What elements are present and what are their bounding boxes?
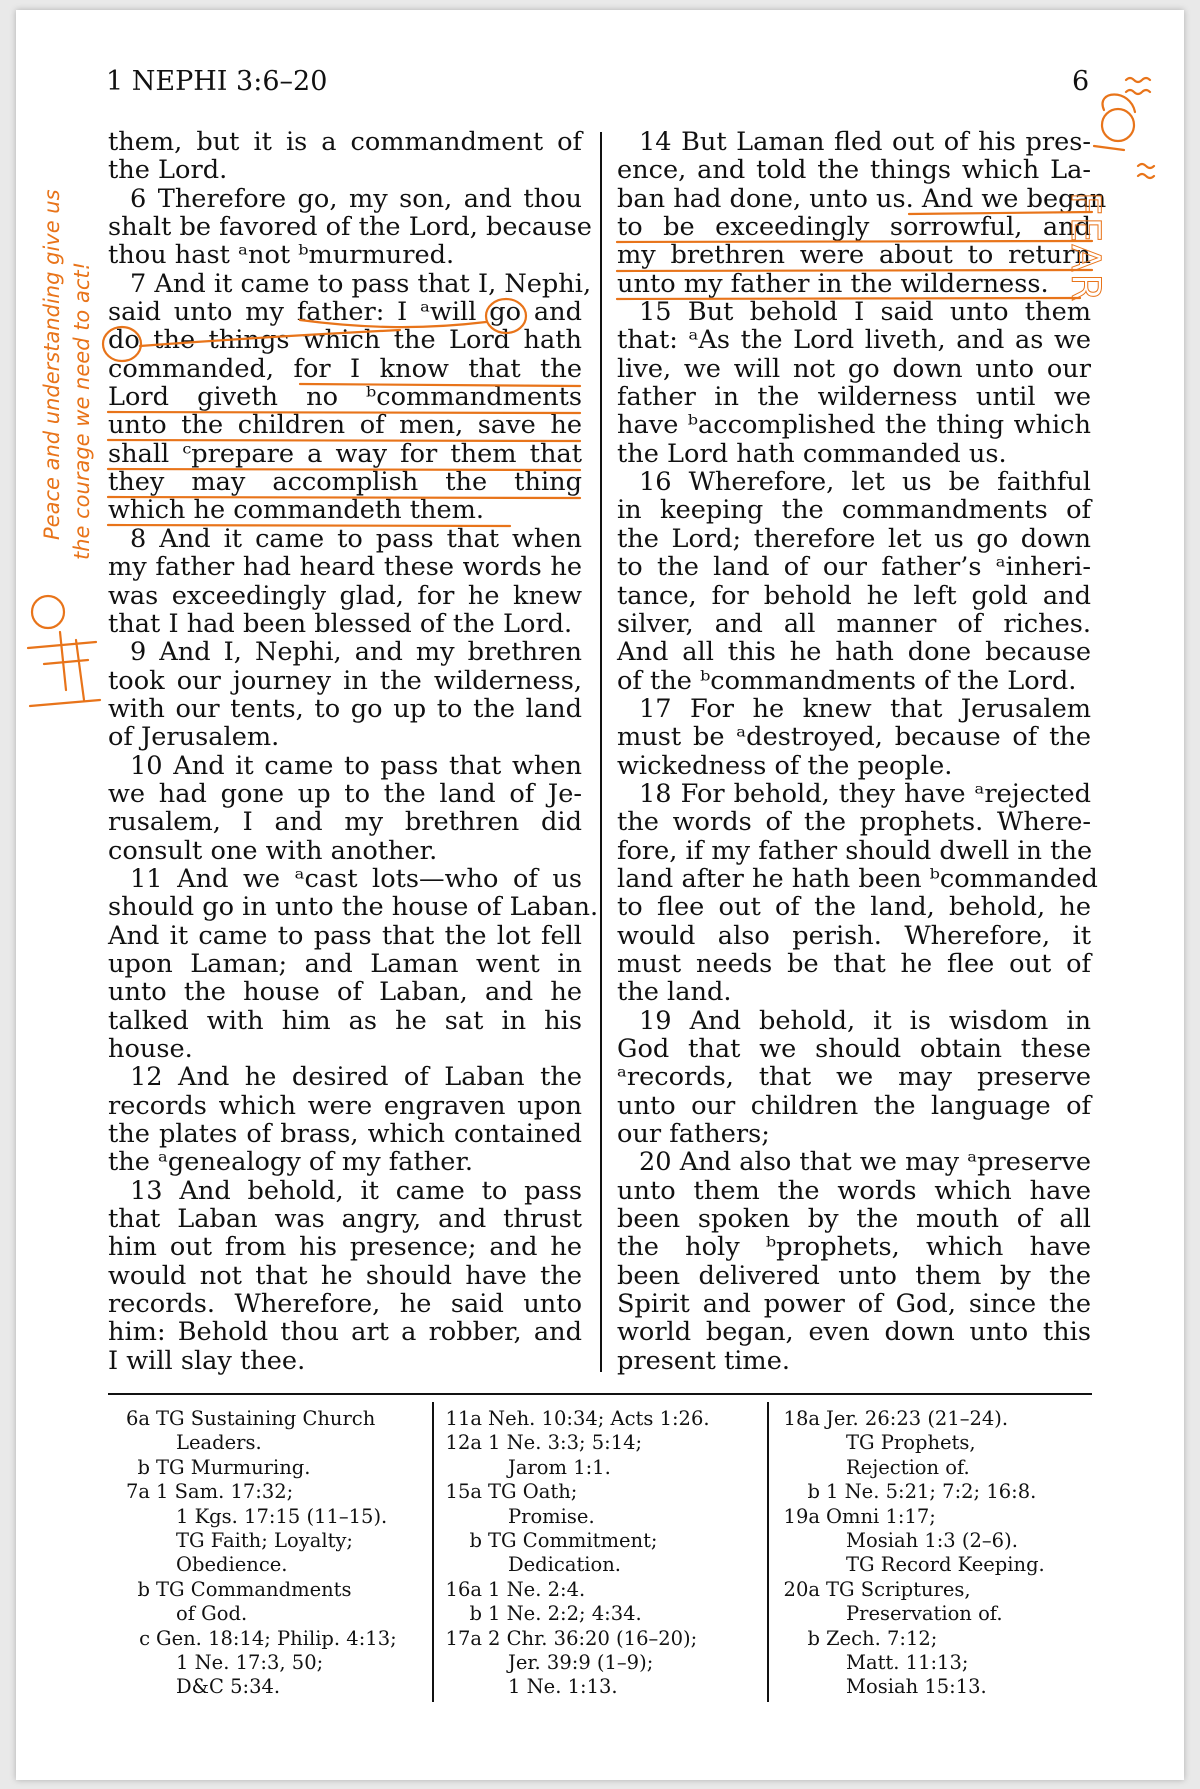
footnote-text: TG Commandments [156, 1577, 352, 1601]
footnote-entry [778, 1553, 1045, 1577]
footnotes-column-1 [108, 1407, 397, 1700]
verse-line: 9 And I, Nephi, and my brethren [130, 637, 582, 668]
footnote-entry [108, 1651, 397, 1675]
footnote-text: D&C 5:34. [176, 1675, 281, 1699]
footnote-text: Mosiah 1:3 (2–6). [846, 1529, 1018, 1553]
footnote-entry [778, 1407, 1045, 1431]
verse-line: him: Behold thou art a robber, and [108, 1317, 582, 1348]
footnote-entry [778, 1627, 1045, 1651]
verse-line: ᵃrecords, that we may preserve [617, 1062, 1091, 1093]
verse-line: the Lord hath commanded us. [617, 438, 1007, 469]
verse-line: 7 And it came to pass that I, Nephi, [130, 268, 592, 299]
verse-line: 18 For behold, they have ᵃrejected [639, 778, 1091, 809]
footnote-label: 7a [125, 1480, 150, 1504]
verse-line: upon Laman; and Laman went in [108, 948, 582, 979]
verse-line: 20 And also that we may ᵃpreserve [639, 1147, 1091, 1178]
footnote-entry [778, 1602, 1045, 1626]
footnote-entry [440, 1553, 710, 1577]
footnote-text: TG Record Keeping. [846, 1553, 1045, 1577]
footnote-entry [108, 1431, 397, 1455]
footnote-label: 16a [445, 1577, 482, 1601]
footnote-text: 1 Sam. 17:32; [156, 1480, 294, 1504]
footnote-column-divider [767, 1402, 769, 1702]
verse-line: that: ᵃAs the Lord liveth, and as we [617, 325, 1091, 356]
footnote-entry [108, 1505, 397, 1529]
footnote-label: 11a [445, 1407, 482, 1430]
verse-line: records which were engraven upon [108, 1090, 582, 1121]
footnote-text: 1 Ne. 2:4. [488, 1577, 586, 1601]
footnote-column-divider [432, 1402, 434, 1702]
verse-line: with our tents, to go up to the land [108, 693, 582, 724]
footnote-entry [108, 1529, 397, 1553]
verse-line: which he commandeth them. [108, 495, 485, 526]
footnote-label: b [807, 1480, 820, 1504]
verse-line: to flee out of the land, behold, he [617, 892, 1091, 923]
verse-line: took our journey in the wilderness, [108, 665, 582, 696]
verse-line: was exceedingly glad, for he knew [108, 580, 582, 611]
verse-line: the Lord. [108, 155, 228, 186]
footnote-text: Mosiah 15:13. [846, 1675, 987, 1699]
footnote-entry [108, 1627, 397, 1651]
verse-line: ence, and told the things which La- [617, 155, 1091, 186]
column-divider [600, 132, 602, 1372]
footnote-label: b [137, 1455, 150, 1479]
footnote-entry [440, 1578, 710, 1602]
handwritten-margin-note: the courage we need to act! [70, 261, 94, 560]
footnote-text: TG Sustaining Church [156, 1407, 376, 1430]
verse-line: 10 And it came to pass that when [130, 750, 582, 781]
footnote-entry [440, 1529, 710, 1553]
footnote-entry [440, 1431, 710, 1455]
verse-line: present time. [617, 1345, 790, 1376]
verse-line: 16 Wherefore, let us be faithful [639, 467, 1091, 498]
footnote-text: Obedience. [176, 1553, 288, 1577]
footnote-text: Preservation of. [846, 1602, 1003, 1626]
verse-line: to the land of our father’s ᵃinheri- [617, 552, 1091, 583]
verse-line: fore, if my father should dwell in the [617, 835, 1093, 866]
verse-line: records. Wherefore, he said unto [108, 1289, 582, 1320]
footnote-text: 2 Chr. 36:20 (16–20); [488, 1626, 698, 1650]
footnote-label: b [137, 1577, 150, 1601]
verse-line: 6 Therefore go, my son, and thou [130, 183, 582, 214]
footnote-text: Gen. 18:14; Philip. 4:13; [156, 1626, 397, 1650]
footnote-label: 6a [125, 1407, 150, 1430]
footnote-text: Jer. 26:23 (21–24). [826, 1407, 1009, 1430]
verse-line: shalt be favored of the Lord, because [108, 212, 592, 243]
page-number: 6 [1072, 66, 1090, 97]
footnote-text: of God. [176, 1602, 248, 1626]
footnote-text: Omni 1:17; [826, 1504, 936, 1528]
left-text-column [108, 127, 599, 1376]
verse-line: should go in unto the house of Laban. [108, 892, 599, 923]
footnote-entry [440, 1602, 710, 1626]
footnote-text: 1 Ne. 5:21; 7:2; 16:8. [826, 1480, 1037, 1504]
verse-line: tance, for behold he left gold and [617, 580, 1091, 611]
verse-line: Lord giveth no ᵇcommandments [108, 382, 582, 413]
footnote-entry [440, 1505, 710, 1529]
footnote-text: Matt. 11:13; [846, 1651, 969, 1675]
footnote-entry [108, 1675, 397, 1699]
verse-line: land after he hath been ᵇcommanded [617, 863, 1098, 894]
footnote-label: 17a [445, 1626, 482, 1650]
verse-line: in keeping the commandments of [617, 495, 1091, 526]
verse-line: talked with him as he sat in his [108, 1005, 582, 1036]
footnotes-column-3 [778, 1407, 1045, 1700]
verse-line: the land. [617, 977, 732, 1008]
footnote-text: Neh. 10:34; Acts 1:26. [488, 1407, 710, 1430]
footnote-text: TG Oath; [488, 1480, 578, 1504]
verse-line: we had gone up to the land of Je- [108, 778, 582, 809]
footnote-entry [108, 1407, 397, 1431]
footnote-entry [778, 1675, 1045, 1699]
verse-line: live, we will not go down unto our [617, 353, 1091, 384]
footnote-label: b [469, 1602, 482, 1626]
footnote-text: TG Commitment; [488, 1529, 658, 1553]
footnote-entry [778, 1456, 1045, 1480]
verse-line: world began, even down unto this [617, 1317, 1091, 1348]
footnote-entry [108, 1456, 397, 1480]
footnote-text: 1 Ne. 17:3, 50; [176, 1651, 324, 1675]
footnote-entry [108, 1553, 397, 1577]
footnote-entry [440, 1407, 710, 1431]
footnote-text: Dedication. [508, 1553, 622, 1577]
footnote-entry [778, 1505, 1045, 1529]
footnote-entry [440, 1456, 710, 1480]
footnote-label: 20a [783, 1577, 820, 1601]
verse-line: 11 And we ᵃcast lots—who of us [130, 863, 582, 894]
verse-line: our fathers; [617, 1119, 770, 1150]
handwritten-margin-note: Peace and understanding give us [40, 189, 64, 540]
verse-line: been delivered unto them by the [617, 1260, 1091, 1291]
verse-line: must needs be that he flee out of [617, 948, 1091, 979]
verse-line: consult one with another. [108, 835, 438, 866]
verse-line: 13 And behold, it came to pass [130, 1175, 582, 1206]
verse-line: they may accomplish the thing [108, 467, 582, 498]
footnote-entry [108, 1602, 397, 1626]
verse-line: 17 For he knew that Jerusalem [639, 693, 1091, 724]
verse-line: unto the children of men, save he [108, 410, 582, 441]
verse-line: of Jerusalem. [108, 722, 280, 753]
footnote-text: Leaders. [176, 1431, 262, 1455]
footnote-text: 1 Kgs. 17:15 (11–15). [176, 1504, 388, 1528]
footnote-label: 12a [445, 1431, 482, 1455]
verse-line: And it came to pass that the lot fell [108, 920, 582, 951]
verse-line: that Laban was angry, and thrust [108, 1204, 582, 1235]
footnote-entry [778, 1578, 1045, 1602]
verse-line: I will slay thee. [108, 1345, 306, 1376]
handwritten-fear-label: FEAR [1062, 192, 1108, 304]
verse-line: that I had been blessed of the Lord. [108, 608, 573, 639]
verse-line: 12 And he desired of Laban the [130, 1062, 582, 1093]
verse-line: been spoken by the mouth of all [617, 1204, 1091, 1235]
footnote-entry [440, 1627, 710, 1651]
footnote-entry [440, 1675, 710, 1699]
verse-line: the plates of brass, which contained [108, 1119, 582, 1150]
footnote-entry [108, 1480, 397, 1504]
verse-line: unto our children the language of [617, 1090, 1091, 1121]
footnote-text: TG Faith; Loyalty; [176, 1529, 354, 1553]
footnote-label: b [807, 1626, 820, 1650]
verse-line: Spirit and power of God, since the [617, 1289, 1091, 1320]
verse-line: 19 And behold, it is wisdom in [639, 1005, 1091, 1036]
footnote-text: TG Scriptures, [826, 1577, 971, 1601]
verse-line: must be ᵃdestroyed, because of the [617, 722, 1091, 753]
footnote-text: TG Prophets, [846, 1431, 976, 1455]
verse-line: said unto my father: I ᵃwill go and [108, 297, 582, 328]
footnote-label: b [469, 1529, 482, 1553]
footnote-text: 1 Ne. 2:2; 4:34. [488, 1602, 642, 1626]
footnote-label: c [139, 1626, 150, 1650]
verse-line: house. [108, 1034, 193, 1064]
verse-line: to be exceedingly sorrowful, and [617, 212, 1091, 243]
verse-line: And all this he hath done because [617, 637, 1091, 668]
verse-line: the words of the prophets. Where- [617, 807, 1091, 838]
verse-line: wickedness of the people. [617, 750, 953, 781]
footnote-text: Rejection of. [846, 1455, 970, 1479]
footnote-text: 1 Ne. 1:13. [508, 1675, 618, 1699]
verse-line: unto them the words which have [617, 1175, 1091, 1206]
verse-line: ban had done, unto us. And we began [617, 183, 1107, 214]
footnote-entry [440, 1651, 710, 1675]
verse-line: him out from his presence; and he [108, 1232, 582, 1263]
footnote-text: TG Murmuring. [156, 1455, 311, 1479]
footnote-text: Zech. 7:12; [826, 1626, 938, 1650]
verse-line: the Lord; therefore let us go down [617, 523, 1091, 554]
verse-line: thou hast ᵃnot ᵇmurmured. [108, 240, 455, 271]
verse-line: unto my father in the wilderness. [617, 268, 1049, 299]
right-text-column [617, 127, 1107, 1376]
verse-line: do the things which the Lord hath [108, 325, 582, 356]
verse-line: God that we should obtain these [617, 1034, 1091, 1064]
verse-line: unto the house of Laban, and he [108, 977, 582, 1008]
verse-line: my father had heard these words he [108, 552, 582, 583]
footnote-entry [108, 1578, 397, 1602]
footnote-entry [778, 1480, 1045, 1504]
footnote-label: 15a [445, 1480, 482, 1504]
verse-line: father in the wilderness until we [617, 382, 1091, 413]
footnote-label: 19a [783, 1504, 820, 1528]
footnote-entry [440, 1480, 710, 1504]
verse-line: 8 And it came to pass that when [130, 523, 582, 554]
footnote-entry [778, 1529, 1045, 1553]
verse-line: would not that he should have the [108, 1260, 582, 1291]
footnote-text: Jarom 1:1. [508, 1455, 611, 1479]
verse-line: commanded, for I know that the [108, 353, 582, 384]
verse-line: the holy ᵇprophets, which have [617, 1232, 1091, 1263]
verse-line: rusalem, I and my brethren did [108, 807, 582, 838]
footnote-entry [778, 1651, 1045, 1675]
footnote-entry [778, 1431, 1045, 1455]
footnote-text: 1 Ne. 3:3; 5:14; [488, 1431, 643, 1455]
verse-line: of the ᵇcommandments of the Lord. [617, 665, 1077, 696]
footnote-text: Promise. [508, 1504, 595, 1528]
verse-line: 15 But behold I said unto them [639, 297, 1091, 328]
verse-line: them, but it is a commandment of [108, 127, 582, 157]
verse-line: would also perish. Wherefore, it [617, 920, 1091, 951]
verse-line: shall ᶜprepare a way for them that [108, 438, 582, 469]
verse-line: have ᵇaccomplished the thing which [617, 410, 1091, 441]
verse-line: my brethren were about to return [617, 240, 1091, 271]
footnote-text: Jer. 39:9 (1–9); [508, 1651, 654, 1675]
verse-line: silver, and all manner of riches. [617, 608, 1091, 639]
footnote-label: 18a [783, 1407, 820, 1430]
verse-line: the ᵃgenealogy of my father. [108, 1147, 473, 1178]
footnote-divider [108, 1393, 1092, 1395]
chapter-reference: 1 NEPHI 3:6–20 [106, 66, 328, 97]
verse-line: 14 But Laman fled out of his pres- [639, 127, 1091, 157]
footnotes-column-2 [440, 1407, 710, 1700]
